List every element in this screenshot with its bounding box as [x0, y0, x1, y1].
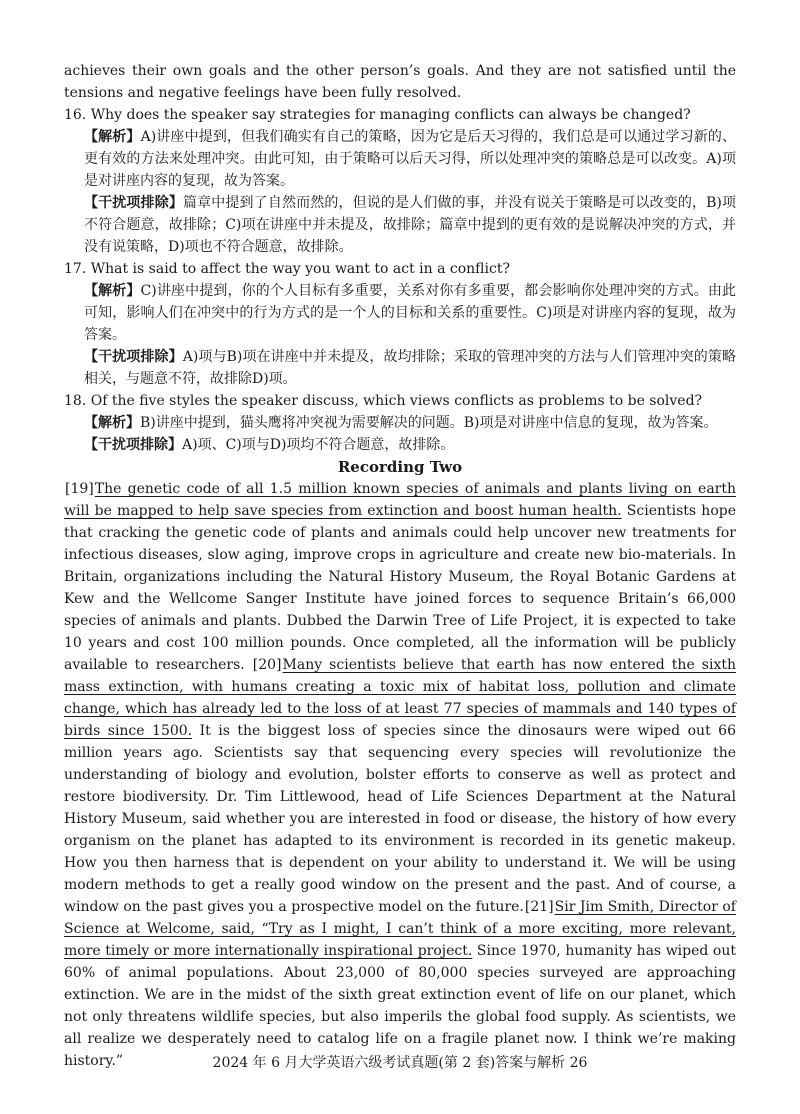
- analysis-16: [64, 126, 736, 192]
- transcript-text-1: Scientists hope that cracking the genetic code of plants and animals could help uncover new treatments for infectious diseases, slow aging, improve crops in agriculture and create new bio-materials. In Britain, organizations including the Natural History Museum, the Royal Botanic Gardens at Kew and the Wellcome Sanger Institute have joined forces to sequence Britain’s 66,000 species of animals and plants. Dubbed the Darwin Tree of Life Project, it is expected to take 10 years and cost 100 million pounds. Once completed, all the information will be publicly available to researchers.: [64, 503, 736, 673]
- distractor-tag: 【干扰项排除】: [84, 195, 183, 211]
- analysis-tag: 【解析】: [84, 129, 141, 145]
- distractor-16: [64, 192, 736, 258]
- analysis-text: B)讲座中提到，猫头鹰将冲突视为需要解决的问题。B)项是对讲座中信息的复现，故为答案。: [140, 415, 718, 431]
- analysis-17: [64, 280, 736, 346]
- transcript-text-2: It is the biggest loss of species since the dinosaurs were wiped out 66 million years ago. Scientists say that sequencing every species will revolutionize the understanding of biology and evolution, bolster efforts to conserve as well as protect and restore biodiversity. Dr. Tim Littlewood, head of Life Sciences Department at the Natural History Museum, said whether you are interested in food or disease, the history of how every organism on the planet has adapted to its environment is recorded in its genetic makeup. How you then harness that is dependent on your ability to understand it. We will be using modern methods to get a really good window on the present and the past. And of course, a window on the past gives you a prospective model on the future.: [64, 723, 736, 915]
- document-body: [64, 60, 736, 1072]
- distractor-17: [64, 346, 736, 390]
- transcript-text-3: Since 1970, humanity has wiped out 60% of animal populations. About 23,000 of 80,000 species surveyed are approaching extinction. We are in the midst of the sixth great extinction event of life on our planet, which not only threatens wildlife species, but also imperils the global food supply. As scientists, we all realize we desperately need to catalog life on a fragile planet now. I think we’re making history.”: [64, 943, 736, 1069]
- distractor-18: [64, 434, 736, 456]
- marker-21: [21]: [524, 899, 554, 915]
- question-block-18: [64, 390, 736, 456]
- underlined-sentence-21: Sir Jim Smith, Director of Science at Welcome, said, “Try as I might, I can’t think of a more exciting, more relevant, more timely or more internationally inspirational project.: [64, 899, 736, 959]
- continuation-text: achieves their own goals and the other person’s goals. And they are not satisfied until the tensions and negative feelings have been fully resolved.: [64, 63, 736, 101]
- question-18: 18. Of the five styles the speaker discuss, which views conflicts as problems to be solved?: [64, 393, 703, 409]
- distractor-tag: 【干扰项排除】: [84, 437, 182, 453]
- question-16: 16. Why does the speaker say strategies for managing conflicts can always be changed?: [64, 107, 691, 123]
- question-block-17: [64, 258, 736, 390]
- distractor-text: A)项、C)项与D)项均不符合题意，故排除。: [182, 437, 455, 453]
- analysis-text: A)讲座中提到，但我们确实有自己的策略，因为它是后天习得的，我们总是可以通过学习新的、更有效的方法来处理冲突。由此可知，由于策略可以后天习得，所以处理冲突的策略总是可以改变。A)项是对讲座内容的复现，故为答案。: [84, 129, 736, 189]
- distractor-text: A)项与B)项在讲座中并未提及，故均排除；采取的管理冲突的方法与人们管理冲突的策略相关，与题意不符，故排除D)项。: [84, 349, 736, 387]
- distractor-tag: 【干扰项排除】: [84, 349, 183, 365]
- distractor-text: 篇章中提到了自然而然的，但说的是人们做的事，并没有说关于策略是可以改变的，B)项不符合题意，故排除；C)项在讲座中并未提及，故排除；篇章中提到的更有效的是说解决冲突的方式，并没有说策略，D)项也不符合题意，故排除。: [84, 195, 737, 255]
- analysis-tag: 【解析】: [84, 415, 140, 431]
- recording-transcript: [64, 478, 736, 1072]
- marker-19: [19]: [65, 481, 94, 497]
- underlined-sentence-19: The genetic code of all 1.5 million known species of animals and plants living on earth will be mapped to help save species from extinction and boost human health.: [64, 481, 736, 519]
- page-footer: 2024 年 6 月大学英语六级考试真题(第 2 套)答案与解析 26: [212, 1055, 588, 1071]
- question-17: 17. What is said to affect the way you want to act in a conflict?: [64, 261, 510, 277]
- analysis-18: [64, 412, 736, 434]
- analysis-tag: 【解析】: [84, 283, 141, 299]
- marker-20: [20]: [252, 657, 282, 673]
- section-heading: Recording Two: [337, 458, 463, 476]
- underlined-sentence-20: Many scientists believe that earth has now entered the sixth mass extinction, with humans creating a toxic mix of habitat loss, pollution and climate change, which has already led to the loss of at least 77 species of mammals and 140 types of birds since 1500.: [64, 657, 736, 739]
- question-block-16: [64, 104, 736, 258]
- analysis-text: C)讲座中提到，你的个人目标有多重要，关系对你有多重要，都会影响你处理冲突的方式。由此可知，影响人们在冲突中的行为方式的是一个人的目标和关系的重要性。C)项是对讲座内容的复现，故为答案。: [84, 283, 737, 343]
